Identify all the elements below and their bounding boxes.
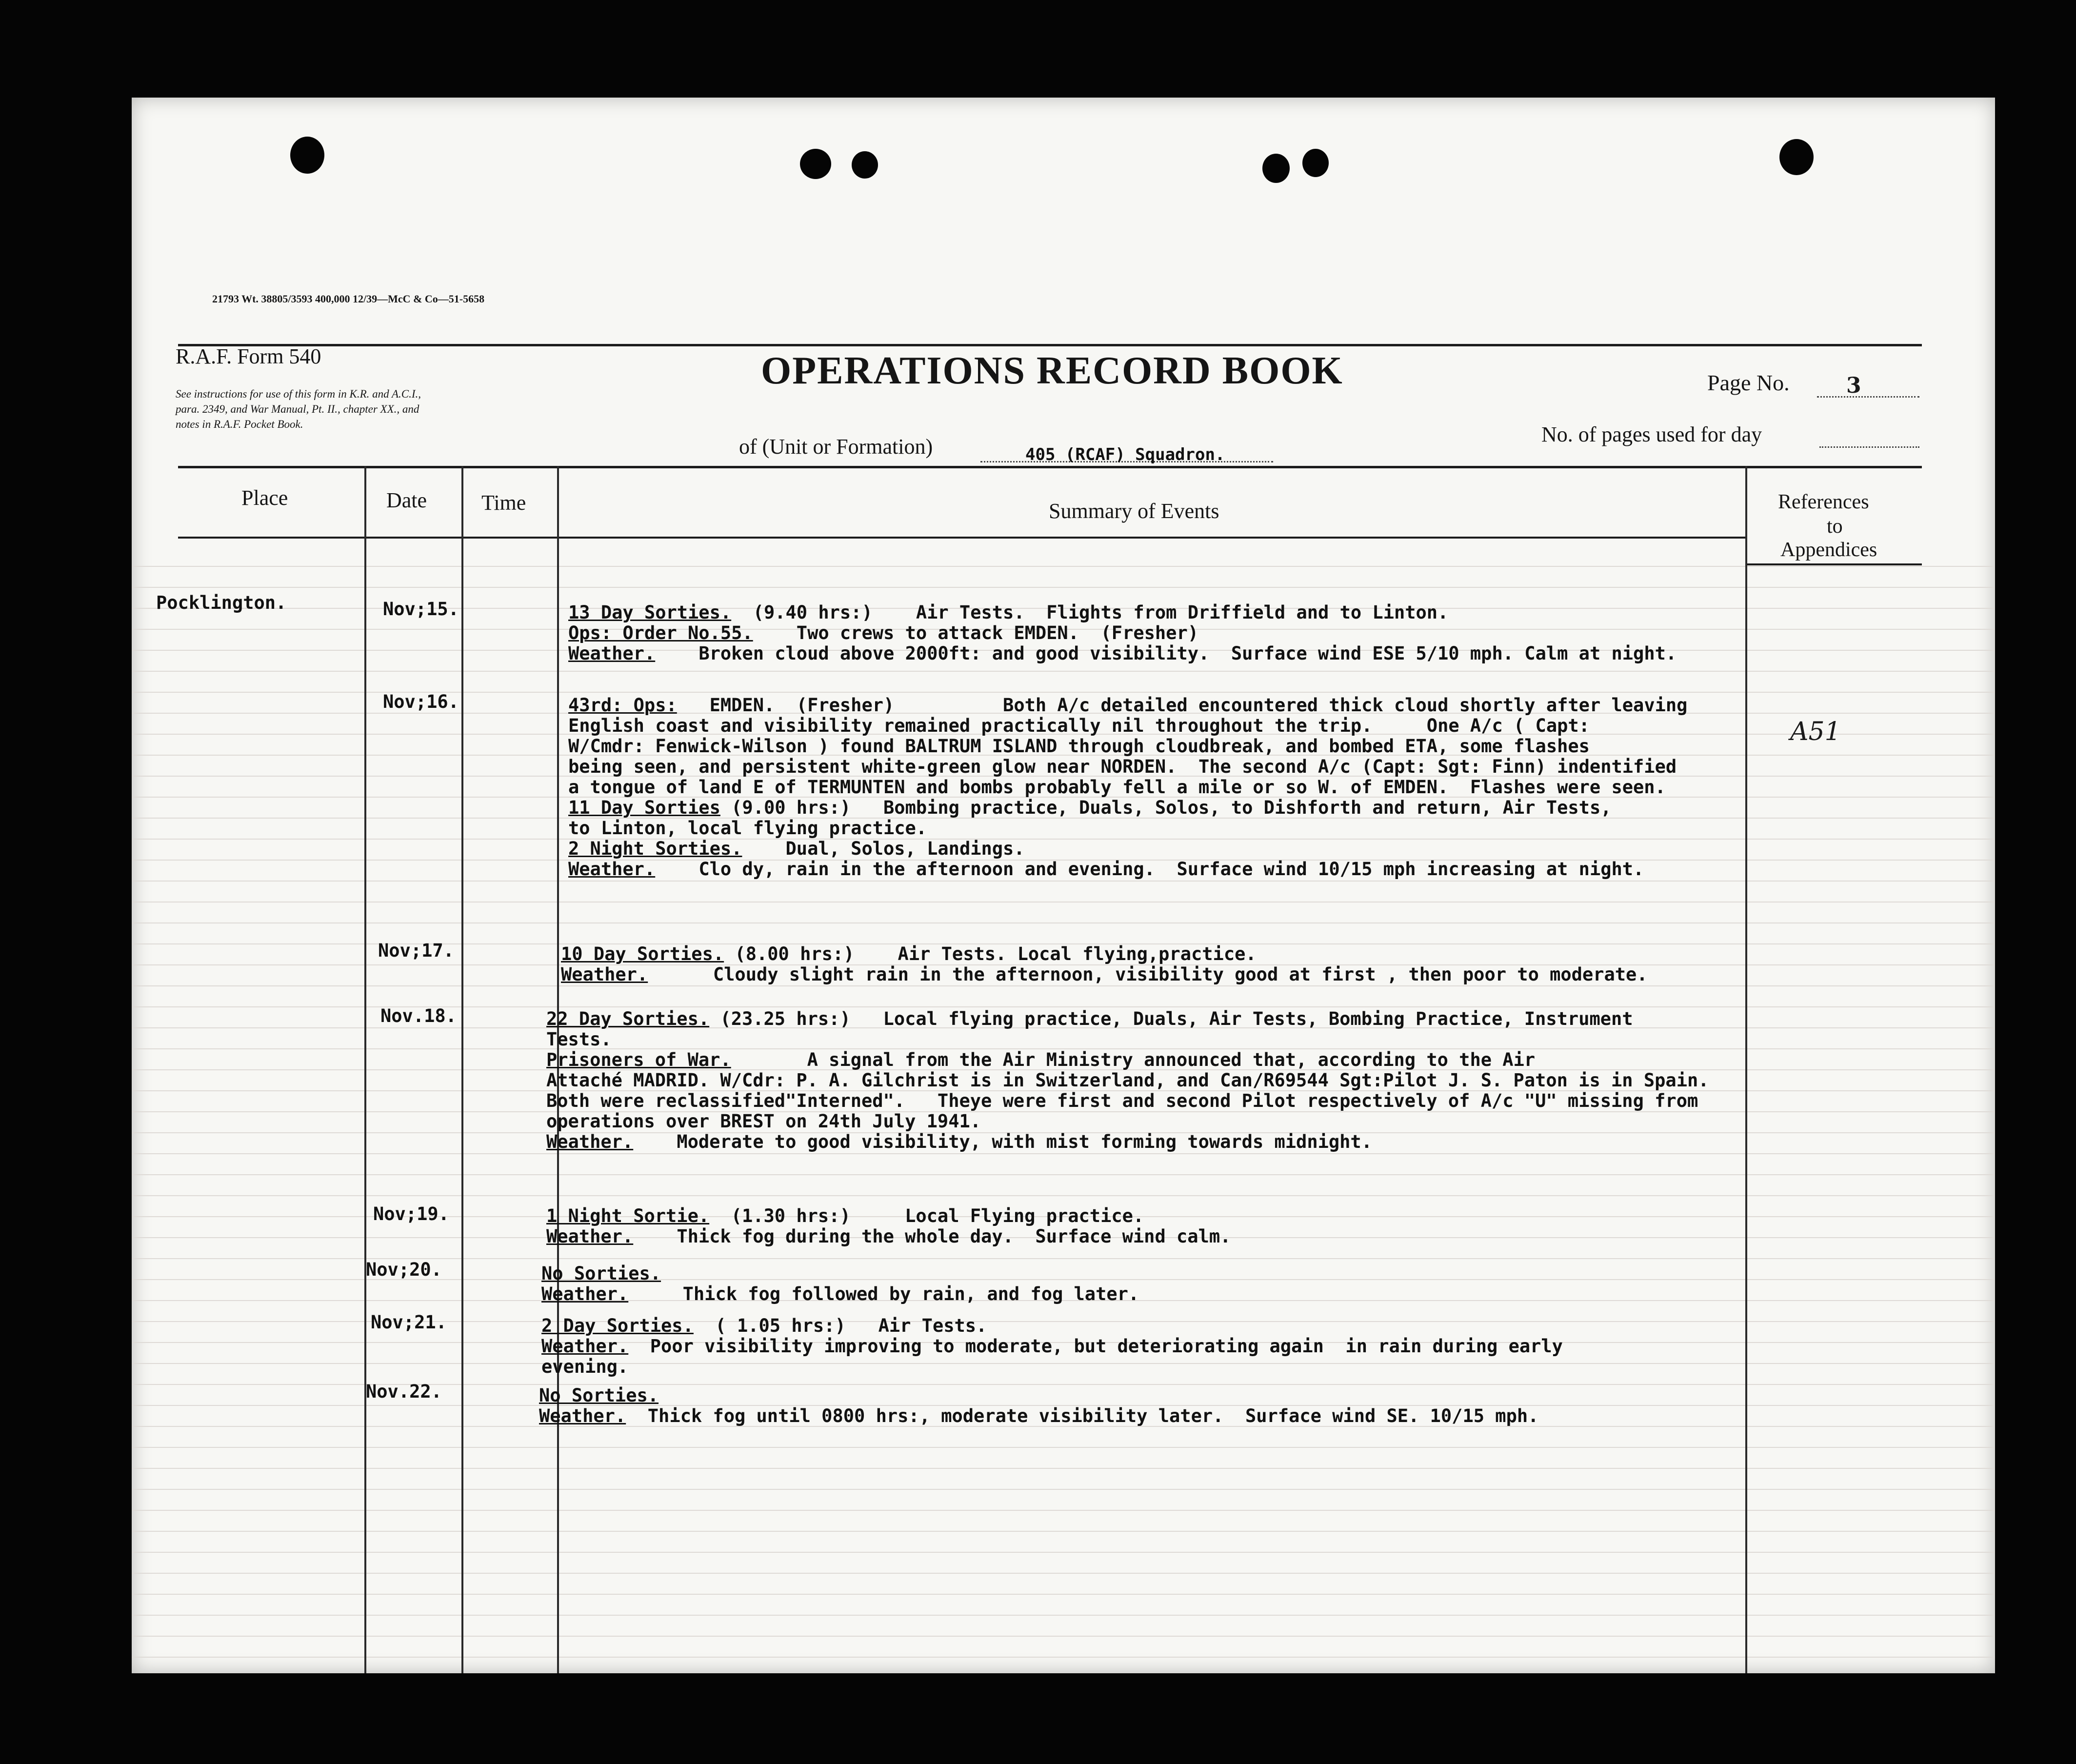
entry-text: (8.00 hrs:) Air Tests. Local flying,practice. bbox=[724, 943, 1257, 964]
entry-text: Two crews to attack EMDEN. (Fresher) bbox=[753, 622, 1199, 643]
summary-line bbox=[539, 1385, 659, 1406]
summary-line bbox=[546, 1050, 1535, 1070]
ruled-line bbox=[132, 1531, 1995, 1532]
entry-text: Cloudy slight rain in the afternoon, visibility good at first , then poor to moderate. bbox=[648, 964, 1648, 985]
ruled-line bbox=[132, 1573, 1995, 1574]
summary-line bbox=[568, 798, 1612, 818]
appendix-reference-note: A51 bbox=[1790, 717, 1841, 746]
summary-line bbox=[568, 716, 1590, 736]
entry-text: Clo dy, rain in the afternoon and evening. Surface wind 10/15 mph increasing at night. bbox=[655, 859, 1644, 880]
entry-heading: Weather. bbox=[539, 1405, 626, 1426]
references-header-rule bbox=[1746, 563, 1922, 565]
entry-text: a tongue of land E of TERMUNTEN and bombs probably fell a mile or so W. of EMDEN. Flashes were seen. bbox=[568, 777, 1666, 798]
ruled-line bbox=[132, 1489, 1995, 1490]
entry-text: being seen, and persistent white-green glow near NORDEN. The second A/c (Capt: Sgt: Finn) indentified bbox=[568, 756, 1677, 777]
entry-heading: Prisoners of War. bbox=[546, 1049, 731, 1070]
punch-hole bbox=[1779, 139, 1814, 175]
summary-line bbox=[546, 1206, 1144, 1226]
pages-used-label: No. of pages used for day bbox=[1541, 422, 1762, 446]
entry-text: A signal from the Air Ministry announced that, according to the Air bbox=[731, 1049, 1536, 1070]
entry-text: Tests. bbox=[546, 1029, 612, 1050]
entry-text: Thick fog during the whole day. Surface wind calm. bbox=[633, 1226, 1231, 1247]
page-no-dots bbox=[1817, 396, 1919, 398]
summary-line bbox=[546, 1111, 981, 1132]
entry-heading: 10 Day Sorties. bbox=[561, 943, 724, 964]
entry-text: Broken cloud above 2000ft: and good visibility. Surface wind ESE 5/10 mph. Calm at night. bbox=[655, 643, 1677, 664]
entry-heading: 1 Night Sortie. bbox=[546, 1205, 710, 1226]
summary-line bbox=[568, 736, 1590, 757]
punch-hole bbox=[1262, 154, 1290, 183]
record-sheet bbox=[132, 98, 1995, 1673]
unit-value: 405 (RCAF) Squadron. bbox=[1025, 445, 1225, 464]
ruled-line bbox=[132, 1447, 1995, 1448]
ruled-line bbox=[132, 881, 1995, 882]
ruled-line bbox=[132, 1153, 1995, 1154]
ruled-line bbox=[132, 985, 1995, 986]
date-cell: Nov;15. bbox=[383, 599, 459, 620]
header-top-rule bbox=[178, 344, 1922, 346]
entry-text: Thick fog until 0800 hrs:, moderate visibility later. Surface wind SE. 10/15 mph. bbox=[626, 1405, 1539, 1426]
summary-line bbox=[546, 1070, 1709, 1091]
summary-line bbox=[568, 818, 927, 839]
unit-label: of (Unit or Formation) bbox=[739, 435, 933, 459]
entry-heading: Weather. bbox=[546, 1131, 634, 1152]
summary-line bbox=[539, 1406, 1538, 1426]
summary-line bbox=[546, 1009, 1633, 1029]
entry-heading: Weather. bbox=[546, 1226, 634, 1247]
entry-heading: Ops: Order No.55. bbox=[568, 622, 753, 643]
punch-hole bbox=[852, 151, 878, 179]
page-title: OPERATIONS RECORD BOOK bbox=[761, 349, 1343, 392]
date-cell: Nov;21. bbox=[371, 1312, 447, 1333]
summary-line bbox=[546, 1091, 1698, 1111]
ruled-line bbox=[132, 1636, 1995, 1637]
entry-text: (1.30 hrs:) Local Flying practice. bbox=[709, 1205, 1144, 1226]
ruled-line bbox=[132, 1195, 1995, 1196]
print-code: 21793 Wt. 38805/3593 400,000 12/39—McC & Co—51-5658 bbox=[212, 293, 485, 305]
entry-text: to Linton, local flying practice. bbox=[568, 818, 927, 839]
entry-heading: Weather. bbox=[568, 643, 656, 664]
form-name: R.A.F. Form 540 bbox=[176, 344, 321, 368]
ruled-line bbox=[132, 566, 1995, 567]
summary-line bbox=[568, 777, 1666, 798]
entry-heading: No Sorties. bbox=[539, 1385, 659, 1406]
ruled-line bbox=[132, 1174, 1995, 1175]
entry-heading: No Sorties. bbox=[541, 1263, 661, 1284]
table-top-rule bbox=[178, 466, 1922, 468]
entry-text: Moderate to good visibility, with mist forming towards midnight. bbox=[633, 1131, 1372, 1152]
entry-heading: Weather. bbox=[541, 1283, 629, 1304]
punch-hole bbox=[290, 137, 324, 174]
summary-line bbox=[541, 1357, 628, 1377]
ruled-line bbox=[132, 1510, 1995, 1511]
entry-heading: 2 Day Sorties. bbox=[541, 1315, 694, 1336]
column-header-summary: Summary of Events bbox=[1049, 499, 1219, 523]
date-cell: Nov;16. bbox=[383, 691, 459, 712]
entry-text: (9.00 hrs:) Bombing practice, Duals, Solos, to Dishforth and return, Air Tests, bbox=[720, 797, 1612, 818]
page-no-value: 3 bbox=[1846, 373, 1861, 398]
punch-hole bbox=[800, 149, 831, 179]
column-header-rule bbox=[178, 537, 1746, 539]
date-time-divider bbox=[461, 466, 463, 1673]
instructions-line-3: notes in R.A.F. Pocket Book. bbox=[176, 418, 303, 430]
summary-line bbox=[541, 1284, 1139, 1304]
instructions-line-1: See instructions for use of this form in K.R. and A.C.I., bbox=[176, 388, 421, 400]
page-no-label: Page No. bbox=[1707, 370, 1790, 395]
summary-line bbox=[568, 757, 1677, 777]
ruled-line bbox=[132, 922, 1995, 923]
entry-text: Attaché MADRID. W/Cdr: P. A. Gilchrist is in Switzerland, and Can/R69544 Sgt:Pilot J. S. Paton is in Spain. bbox=[546, 1070, 1709, 1091]
place-date-divider bbox=[364, 466, 366, 1673]
ruled-line bbox=[132, 671, 1995, 672]
summary-line bbox=[568, 839, 1025, 859]
column-header-place: Place bbox=[241, 486, 288, 510]
summary-line bbox=[546, 1132, 1372, 1152]
entry-text: Thick fog followed by rain, and fog later. bbox=[628, 1283, 1139, 1304]
entry-text: (9.40 hrs:) Air Tests. Flights from Driffield and to Linton. bbox=[731, 602, 1449, 623]
entry-text: Both were reclassified"Interned". Theye were first and second Pilot respectively of A/c "U" missing from bbox=[546, 1090, 1698, 1111]
entry-heading: 2 Night Sorties. bbox=[568, 838, 742, 859]
date-cell: Nov;17. bbox=[378, 940, 454, 961]
date-cell: Nov.22. bbox=[366, 1381, 442, 1402]
ruled-line bbox=[132, 1111, 1995, 1112]
ruled-line bbox=[132, 1468, 1995, 1469]
entry-heading: 11 Day Sorties bbox=[568, 797, 720, 818]
column-header-references: References bbox=[1778, 491, 1869, 513]
column-header-references-to: to bbox=[1827, 515, 1843, 538]
entry-text: Poor visibility improving to moderate, but deteriorating again in rain during early bbox=[628, 1336, 1563, 1357]
punch-hole bbox=[1302, 149, 1329, 177]
entry-heading: Weather. bbox=[541, 1336, 629, 1357]
entry-heading: Weather. bbox=[568, 859, 656, 880]
entry-text: evening. bbox=[541, 1356, 629, 1377]
entry-text: English coast and visibility remained practically nil throughout the trip. One A/c ( Capt: bbox=[568, 715, 1590, 736]
entry-heading: 43rd: Ops: bbox=[568, 695, 677, 716]
summary-line bbox=[568, 859, 1644, 880]
place-value: Pocklington. bbox=[156, 592, 287, 613]
summary-references-divider bbox=[1745, 466, 1747, 1673]
ruled-line bbox=[132, 1594, 1995, 1595]
pages-used-dots bbox=[1819, 446, 1919, 448]
instructions-line-2: para. 2349, and War Manual, Pt. II., chapter XX., and bbox=[176, 403, 419, 415]
summary-line bbox=[541, 1316, 987, 1336]
column-header-time: Time bbox=[481, 491, 526, 515]
date-cell: Nov;19. bbox=[373, 1203, 449, 1224]
entry-heading: 13 Day Sorties. bbox=[568, 602, 732, 623]
summary-line bbox=[568, 623, 1198, 643]
summary-line bbox=[546, 1029, 612, 1050]
entry-text: (23.25 hrs:) Local flying practice, Duals, Air Tests, Bombing Practice, Instrument bbox=[709, 1008, 1633, 1029]
entry-text: ( 1.05 hrs:) Air Tests. bbox=[693, 1315, 987, 1336]
summary-line bbox=[546, 1226, 1231, 1247]
entry-text: W/Cmdr: Fenwick-Wilson ) found BALTRUM ISLAND through cloudbreak, and bombed ETA, some flashes bbox=[568, 736, 1590, 757]
summary-line bbox=[541, 1263, 661, 1284]
summary-line bbox=[568, 695, 1687, 716]
entry-text: Dual, Solos, Landings. bbox=[742, 838, 1025, 859]
ruled-line bbox=[132, 1657, 1995, 1658]
summary-line bbox=[561, 944, 1257, 964]
column-header-date: Date bbox=[386, 488, 427, 512]
summary-line bbox=[568, 602, 1448, 623]
entry-text: EMDEN. (Fresher) Both A/c detailed encountered thick cloud shortly after leaving bbox=[677, 695, 1688, 716]
ruled-line bbox=[132, 1363, 1995, 1364]
entry-heading: Weather. bbox=[561, 964, 648, 985]
summary-line bbox=[561, 964, 1648, 985]
ruled-line bbox=[132, 587, 1995, 588]
entry-text: operations over BREST on 24th July 1941. bbox=[546, 1111, 981, 1132]
summary-line bbox=[568, 643, 1677, 664]
ruled-line bbox=[132, 839, 1995, 840]
column-header-appendices: Appendices bbox=[1780, 539, 1877, 561]
ruled-line bbox=[132, 1615, 1995, 1616]
date-cell: Nov.18. bbox=[380, 1005, 457, 1026]
entry-heading: 22 Day Sorties. bbox=[546, 1008, 710, 1029]
date-cell: Nov;20. bbox=[366, 1259, 442, 1280]
summary-line bbox=[541, 1336, 1563, 1357]
ruled-line bbox=[132, 1552, 1995, 1553]
